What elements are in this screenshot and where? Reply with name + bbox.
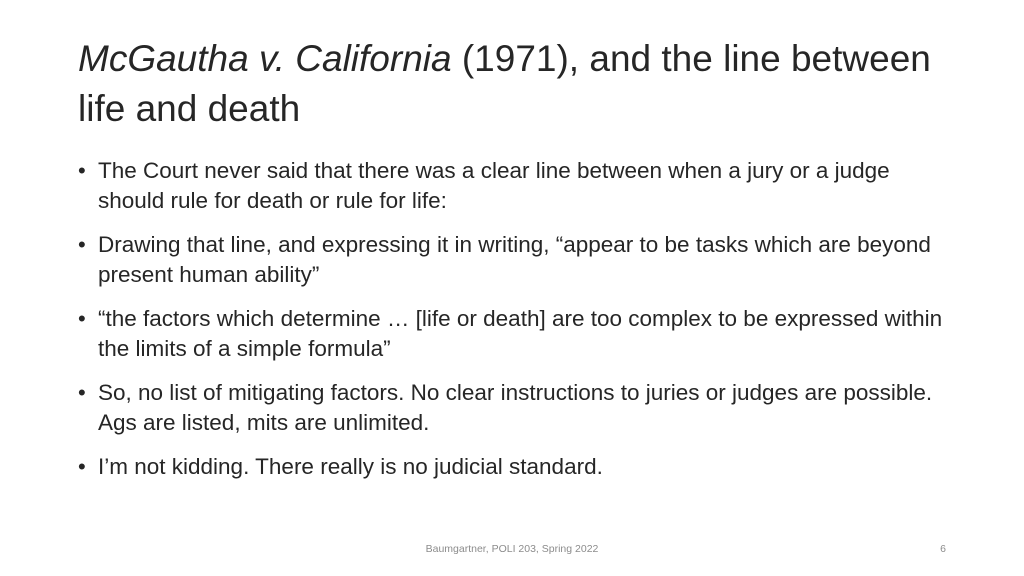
bullet-glyph: • [78, 454, 86, 479]
bullet-item [78, 230, 958, 290]
slide-title [78, 34, 958, 134]
bullet-text: The Court never said that there was a clear line between when a jury or a judge should rule for death or rule for life: [98, 158, 890, 213]
case-name: McGautha v. California [78, 38, 452, 79]
bullet-glyph: • [78, 380, 86, 405]
bullet-glyph: • [78, 306, 86, 331]
page-number: 6 [940, 543, 946, 555]
title-rest: (1971), and the line between life and death [78, 38, 931, 129]
bullet-item [78, 304, 958, 364]
bullet-list [78, 156, 958, 496]
bullet-text: “the factors which determine … [life or death] are too complex to be expressed within the limits of a simple formula” [98, 306, 943, 361]
bullet-glyph: • [78, 232, 86, 257]
bullet-item [78, 452, 958, 482]
bullet-text: I’m not kidding. There really is no judicial standard. [98, 454, 603, 479]
bullet-text: So, no list of mitigating factors. No clear instructions to juries or judges are possible. Ags are listed, mits are unlimited. [98, 380, 933, 435]
bullet-glyph: • [78, 158, 86, 183]
bullet-item [78, 156, 958, 216]
slide-footer: Baumgartner, POLI 203, Spring 2022 [425, 543, 599, 555]
bullet-item [78, 378, 958, 438]
bullet-text: Drawing that line, and expressing it in writing, “appear to be tasks which are beyond present human ability” [98, 232, 931, 287]
